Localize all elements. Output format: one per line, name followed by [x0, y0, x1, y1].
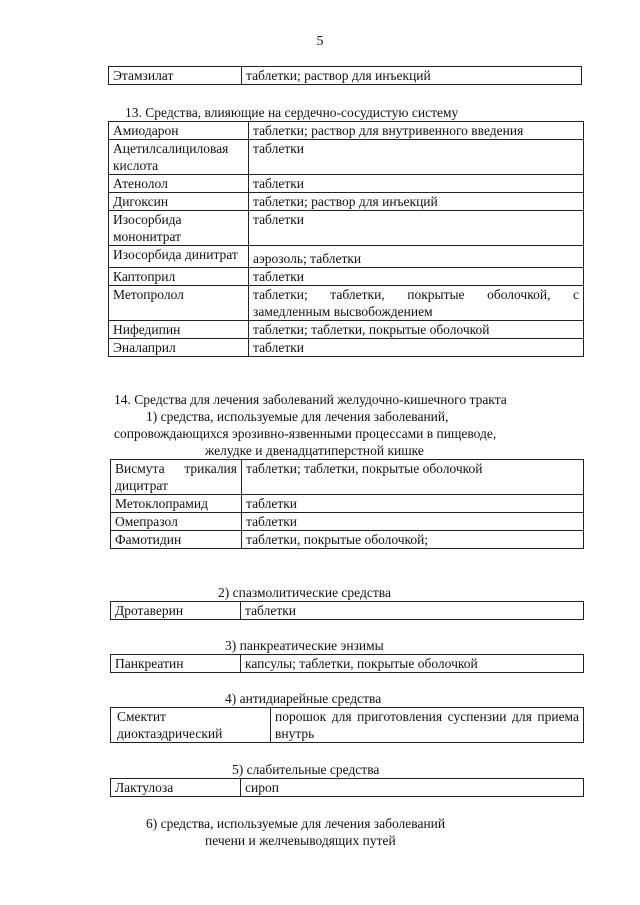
- table-row: [111, 531, 584, 549]
- drug-name: Атенолол: [109, 175, 249, 193]
- table-row: [111, 779, 584, 797]
- subsection-6-line1: 6) средства, используемые для лечения заболеваний: [146, 816, 446, 831]
- drug-form: таблетки: [241, 602, 584, 620]
- drug-form: аэрозоль; таблетки: [249, 246, 584, 268]
- drug-name: Этамзилат: [109, 67, 242, 85]
- table-row: [109, 268, 584, 286]
- drug-name: Каптоприл: [109, 268, 249, 286]
- drug-form: таблетки: [242, 513, 584, 531]
- drug-name: Дротаверин: [111, 602, 241, 620]
- subsection-6-line2: печени и желчевыводящих путей: [205, 833, 396, 848]
- drug-form: порошок для приготовления суспензии для приема внутрь: [271, 708, 584, 743]
- drug-form: таблетки: [249, 339, 584, 357]
- drug-name: Метопролол: [109, 286, 249, 321]
- drug-name: Изосорбида динитрат: [109, 246, 249, 268]
- table-gastro-ulcer: [110, 459, 584, 549]
- table-row: [109, 246, 584, 268]
- section-13-title: 13. Средства, влияющие на сердечно-сосудистую систему: [125, 105, 459, 120]
- drug-name: Изосорбида мононитрат: [109, 211, 249, 246]
- drug-form: таблетки: [249, 140, 584, 175]
- drug-form: таблетки; раствор для инъекций: [242, 67, 582, 85]
- table-row: [109, 175, 584, 193]
- table-hemostatics: [108, 66, 582, 85]
- drug-form: таблетки: [242, 495, 584, 513]
- subsection-5-title: 5) слабительные средства: [232, 762, 380, 777]
- table-row: [111, 513, 584, 531]
- drug-name: Амиодарон: [109, 122, 249, 140]
- drug-name: Висмута трикалия дицитрат: [111, 460, 242, 495]
- section-14-title: 14. Средства для лечения заболеваний желудочно-кишечного тракта: [114, 392, 507, 407]
- drug-name: Ацетилсалициловая кислота: [109, 140, 249, 175]
- drug-form: таблетки; таблетки, покрытые оболочкой: [249, 321, 584, 339]
- table-row: [109, 193, 584, 211]
- subsection-2-title: 2) спазмолитические средства: [218, 585, 391, 600]
- table-row: [109, 321, 584, 339]
- subsection-1-line1: 1) средства, используемые для лечения заболеваний,: [146, 409, 449, 424]
- table-row: [111, 602, 584, 620]
- drug-name: Эналаприл: [109, 339, 249, 357]
- drug-form: таблетки: [249, 268, 584, 286]
- table-antidiarrheals: [110, 707, 584, 743]
- drug-name: Нифедипин: [109, 321, 249, 339]
- drug-form: сироп: [241, 779, 584, 797]
- drug-form: таблетки; раствор для инъекций: [249, 193, 584, 211]
- drug-name: Смектит диоктаэдрический: [111, 708, 271, 743]
- drug-form: таблетки: [249, 211, 584, 246]
- subsection-1-line3: желудке и двенадцатиперстной кишке: [205, 443, 424, 458]
- table-row: [109, 211, 584, 246]
- drug-form: таблетки: [249, 175, 584, 193]
- table-pancreatic-enzymes: [110, 654, 584, 673]
- drug-name: Омепразол: [111, 513, 242, 531]
- table-cardiovascular: [108, 121, 584, 357]
- drug-form: таблетки, покрытые оболочкой;: [242, 531, 584, 549]
- subsection-4-title: 4) антидиарейные средства: [225, 691, 382, 706]
- table-antispasmodics: [110, 601, 584, 620]
- drug-name: Метоклопрамид: [111, 495, 242, 513]
- table-row: [109, 67, 582, 85]
- drug-form: капсулы; таблетки, покрытые оболочкой: [241, 655, 584, 673]
- table-row: [109, 286, 584, 321]
- table-row: [111, 495, 584, 513]
- table-row: [111, 708, 584, 743]
- table-row: [111, 460, 584, 495]
- drug-name: Панкреатин: [111, 655, 241, 673]
- drug-form: таблетки; таблетки, покрытые оболочкой: [242, 460, 584, 495]
- subsection-3-title: 3) панкреатические энзимы: [225, 638, 384, 653]
- table-row: [109, 339, 584, 357]
- drug-form: таблетки; таблетки, покрытые оболочкой, с замедленным высвобождением: [249, 286, 584, 321]
- drug-name: Дигоксин: [109, 193, 249, 211]
- drug-name: Фамотидин: [111, 531, 242, 549]
- drug-form: таблетки; раствор для внутривенного введения: [249, 122, 584, 140]
- table-laxatives: [110, 778, 584, 797]
- drug-name: Лактулоза: [111, 779, 241, 797]
- page-number: 5: [316, 34, 324, 49]
- subsection-1-line2: сопровождающихся эрозивно-язвенными процессами в пищеводе,: [114, 426, 497, 441]
- table-row: [109, 140, 584, 175]
- table-row: [111, 655, 584, 673]
- table-row: [109, 122, 584, 140]
